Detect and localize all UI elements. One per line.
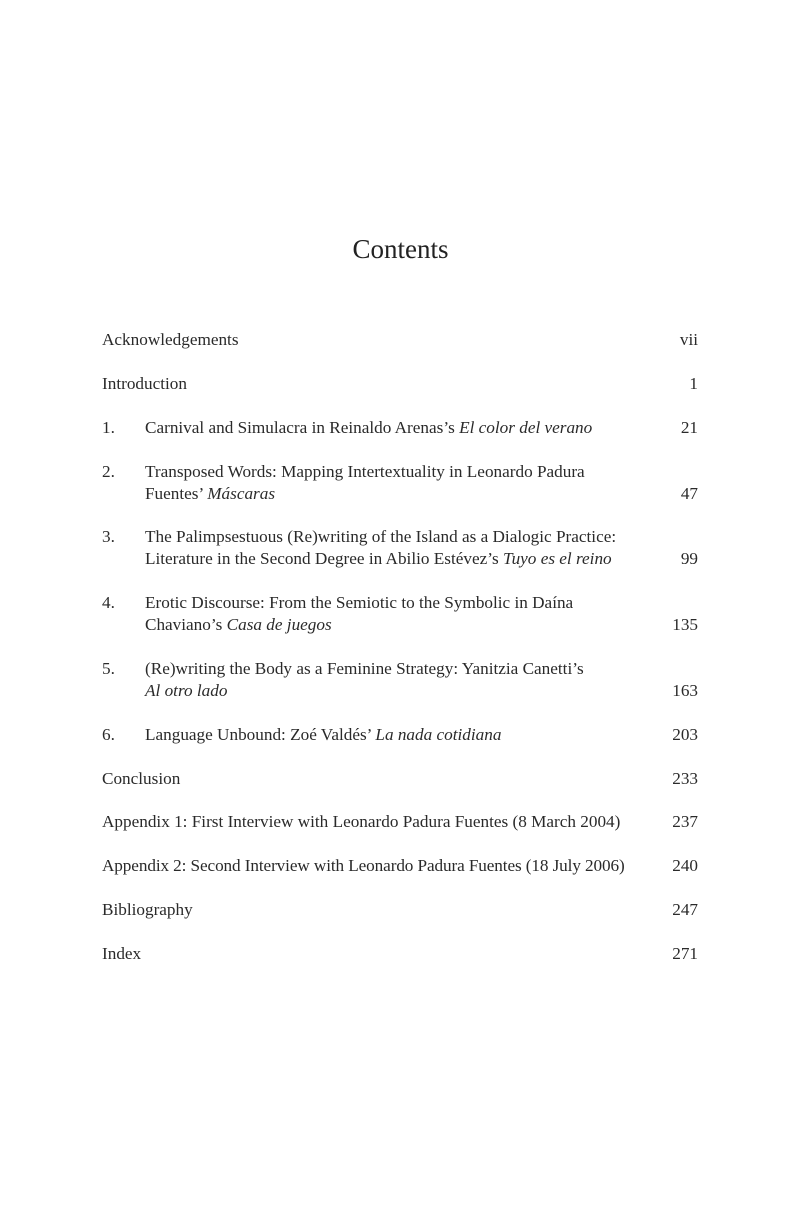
page-title: Contents — [352, 234, 449, 264]
toc-entry-page: 163 — [672, 681, 698, 700]
chapter-title-text: Carnival and Simulacra in Reinaldo Arenas’s — [145, 418, 460, 437]
chapter-title — [145, 592, 655, 636]
chapter-number: 6. — [102, 725, 115, 744]
toc-entry-page: 247 — [672, 900, 698, 919]
chapter-title-text: Erotic Discourse: From the Semiotic to the Symbolic in Daína — [145, 593, 574, 612]
toc-entry-title: Appendix 2: Second Interview with Leonardo Padura Fuentes (18 July 2006) — [102, 856, 625, 875]
chapter-title — [145, 658, 655, 702]
chapter-title — [145, 724, 655, 746]
toc-entry-page: 233 — [672, 769, 698, 788]
chapter-title-work: Tuyo es el reino — [502, 549, 612, 568]
toc-entry-page: 237 — [672, 812, 698, 831]
toc-entry-title: Bibliography — [102, 900, 193, 919]
chapter-title-work: Al otro lado — [145, 681, 228, 700]
chapter-number: 5. — [102, 659, 115, 678]
toc-entry-page: 21 — [680, 418, 698, 437]
toc-entry-page: 99 — [680, 549, 698, 568]
toc-entry-title: Conclusion — [102, 769, 181, 788]
chapter-title-text: Transposed Words: Mapping Intertextuality in Leonardo Padura — [145, 462, 585, 481]
chapter-title-text: Chaviano’s — [145, 615, 227, 634]
chapter-number: 1. — [102, 418, 115, 437]
toc-entry-page: 47 — [680, 484, 698, 503]
chapter-title-work: Casa de juegos — [226, 615, 332, 634]
chapter-title — [145, 526, 655, 570]
chapter-title-text: (Re)writing the Body as a Feminine Strategy: Yanitzia Canetti’s — [145, 659, 584, 678]
chapter-title-text: Fuentes’ — [145, 484, 208, 503]
toc-entry-title: Acknowledgements — [102, 330, 239, 349]
chapter-title-text: Literature in the Second Degree in Abilio Estévez’s — [145, 549, 503, 568]
toc-entry-page: vii — [679, 330, 698, 349]
toc-entry-page: 1 — [689, 374, 698, 393]
chapter-number: 3. — [102, 527, 115, 546]
chapter-title-work: Máscaras — [207, 484, 276, 503]
chapter-title — [145, 417, 655, 439]
toc-entry-title: Index — [102, 944, 142, 963]
toc-entry-title: Appendix 1: First Interview with Leonardo Padura Fuentes (8 March 2004) — [102, 812, 621, 831]
toc-entry-page: 135 — [672, 615, 698, 634]
chapter-title-text: The Palimpsestuous (Re)writing of the Island as a Dialogic Practice: — [145, 527, 617, 546]
chapter-title-text: Language Unbound: Zoé Valdés’ — [145, 725, 376, 744]
chapter-number: 4. — [102, 593, 115, 612]
chapter-title-work: El color del verano — [459, 418, 593, 437]
chapter-title-work: La nada cotidiana — [375, 725, 502, 744]
toc-entry-page: 240 — [672, 856, 698, 875]
chapter-number: 2. — [102, 462, 115, 481]
toc-entry-page: 203 — [672, 725, 698, 744]
toc-entry-page: 271 — [672, 944, 698, 963]
toc-entry-title: Introduction — [102, 374, 187, 393]
chapter-title — [145, 461, 655, 505]
